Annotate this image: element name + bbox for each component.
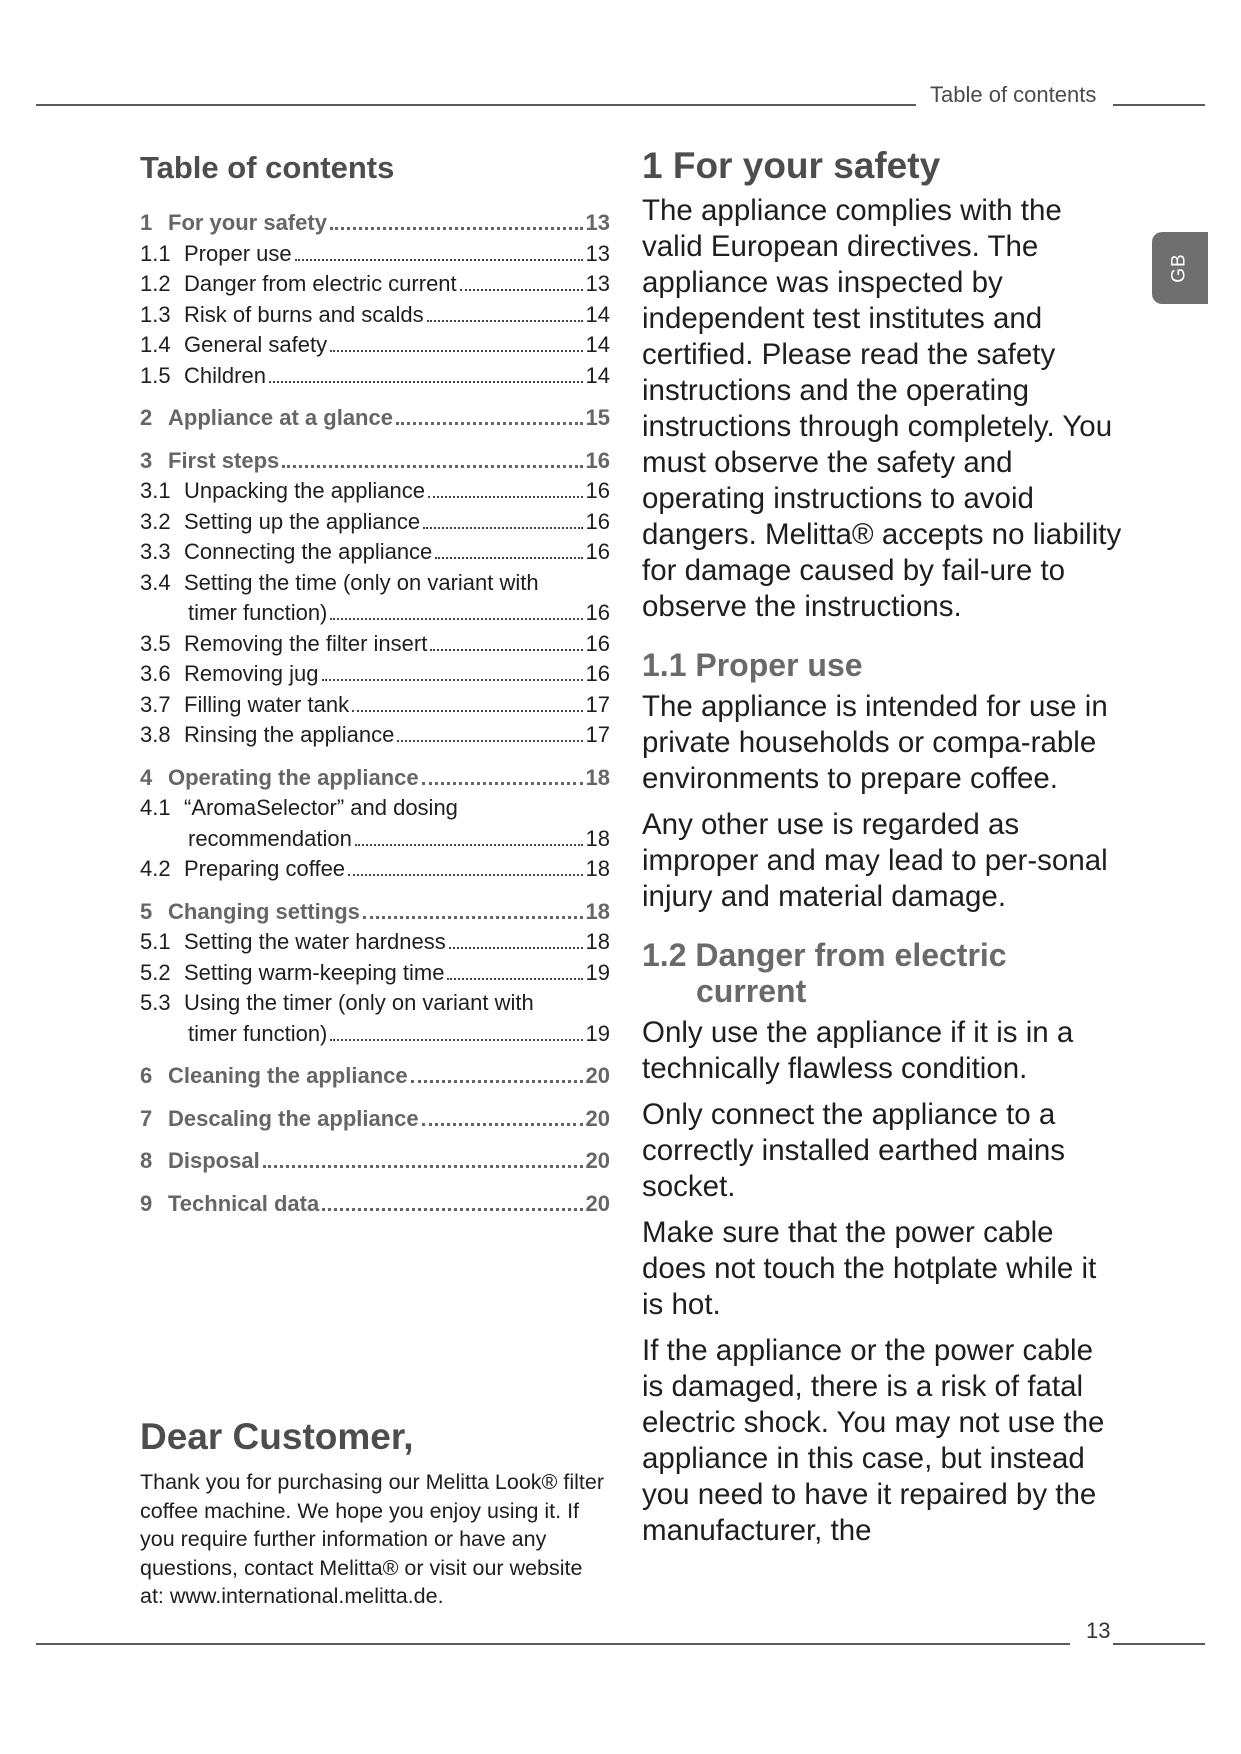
electric-danger-heading-line1: 1.2 Danger from electric [642,937,1007,973]
toc-leader [330,1039,582,1041]
toc-title-continued: timer function) [188,600,328,625]
toc-number: 4.1 [140,795,171,820]
footer-rule-left [36,1643,1070,1645]
toc-leader [430,649,582,651]
toc-number: 5.2 [140,959,171,985]
toc-entry[interactable] [140,476,610,507]
toc-entry[interactable] [140,854,610,885]
toc-leader [330,227,583,230]
safety-heading: 1 For your safety [642,145,941,186]
toc-entry[interactable] [140,1189,610,1220]
toc-leader [322,1208,582,1211]
toc-page: 18 [585,929,610,954]
toc-title: Removing jug [184,661,319,686]
toc-number: 7 [140,1105,153,1131]
toc-page: 14 [585,362,610,388]
toc-leader [322,679,583,681]
toc-entry[interactable] [140,568,610,629]
toc-entry[interactable] [140,269,610,300]
toc-page: 16 [585,478,610,503]
electric-danger-heading-line2: current [696,973,807,1009]
toc-entry[interactable] [140,208,610,239]
toc-entry[interactable] [140,403,610,434]
toc-page: 14 [585,332,610,357]
toc-page: 18 [585,898,610,924]
toc-leader [396,422,583,425]
toc-leader [330,618,582,620]
toc-number: 1 [140,210,153,235]
toc-heading: Table of contents [140,150,395,185]
page-number: 13 [1086,1618,1111,1643]
toc-number: 3.1 [140,478,171,503]
toc-leader [355,844,583,846]
toc-entry[interactable] [140,507,610,538]
toc-number: 1.3 [140,301,171,327]
toc-title: Removing the filter insert [184,630,428,656]
toc-number: 1.4 [140,332,171,357]
toc-entry[interactable] [140,720,610,751]
toc-leader [352,710,582,712]
toc-title: Preparing coffee [184,856,346,881]
toc-number: 1.2 [140,271,171,296]
toc-title: Danger from electric current [184,271,457,296]
toc-page: 16 [585,661,610,686]
toc-leader [423,527,582,529]
dear-customer-heading: Dear Customer, [140,1416,414,1457]
table-of-contents [140,150,610,1219]
toc-title: Connecting the appliance [184,539,433,564]
toc-leader [411,1080,583,1083]
toc-page: 18 [585,825,610,851]
toc-number: 5 [140,898,153,924]
toc-title: Changing settings [168,898,360,924]
toc-entry[interactable] [140,629,610,660]
toc-number: 3.7 [140,691,171,717]
toc-page: 13 [585,240,610,266]
toc-page: 20 [585,1190,610,1216]
toc-entry[interactable] [140,659,610,690]
toc-title: Proper use [184,240,292,266]
toc-title-continued: recommendation [188,825,352,851]
toc-title: General safety [184,332,328,357]
toc-page: 16 [585,630,610,656]
toc-title: Cleaning the appliance [168,1063,408,1088]
toc-page: 18 [585,764,610,790]
danger-text-1: Only use the appliance if it is in a technically flawless condition. [642,1016,1074,1085]
toc-page: 16 [585,539,610,564]
toc-entry[interactable] [140,330,610,361]
toc-page: 13 [585,271,610,296]
toc-title: Disposal [168,1148,260,1173]
toc-title: For your safety [168,210,327,235]
toc-entry[interactable] [140,897,610,928]
header-title: Table of contents [930,82,1097,107]
toc-title: Setting up the appliance [184,508,421,534]
toc-number: 3.3 [140,539,171,564]
toc-number: 9 [140,1190,153,1216]
toc-leader [295,259,583,261]
toc-entry[interactable] [140,1104,610,1135]
toc-leader [422,1123,583,1126]
header-rule-left [36,104,916,106]
danger-text-3: Make sure that the power cable does not touch the hotplate while it is hot. [642,1216,1097,1321]
toc-title-continued: timer function) [188,1020,328,1046]
toc-title: Setting warm-keeping time [184,959,445,985]
toc-entry[interactable] [140,1061,610,1092]
toc-page: 16 [585,600,610,625]
toc-entry[interactable] [140,690,610,721]
toc-page: 19 [585,1020,610,1046]
toc-entry[interactable] [140,763,610,794]
toc-page: 19 [585,959,610,985]
toc-entry[interactable] [140,239,610,270]
toc-title: Children [184,362,266,388]
toc-leader [397,740,582,742]
safety-section [642,145,1122,1549]
toc-entry[interactable] [140,1146,610,1177]
toc-page: 20 [585,1063,610,1088]
toc-title: Unpacking the appliance [184,478,425,503]
language-tab-label: GB [1168,253,1190,283]
toc-page: 14 [585,301,610,327]
improper-use-text: Any other use is regarded as improper and may lead to per-sonal injury and material damage. [642,808,1108,913]
language-tab[interactable] [1152,232,1208,304]
toc-entry[interactable] [140,300,610,331]
toc-page: 17 [585,722,610,747]
toc-title: Using the timer (only on variant with [184,990,534,1015]
toc-title: Appliance at a glance [168,405,393,430]
toc-title: Descaling the appliance [168,1105,419,1131]
toc-number: 4 [140,764,153,790]
toc-leader [348,874,582,876]
toc-entry[interactable] [140,446,610,477]
toc-title: Technical data [168,1190,320,1216]
toc-page: 18 [585,856,610,881]
toc-number: 1.1 [140,240,171,266]
dear-customer-text: Thank you for purchasing our Melitta Look® filter coffee machine. We hope you enjoy using it. If you require further information or have any questions, contact Melitta® or visit our website at: www.international.melitta.de. [140,1470,604,1608]
toc-leader [460,289,583,291]
toc-entry[interactable] [140,958,610,989]
toc-page: 20 [585,1148,610,1173]
toc-number: 5.1 [140,929,171,954]
toc-number: 3.5 [140,630,171,656]
toc-leader [422,782,583,785]
toc-title: Setting the water hardness [184,929,446,954]
electric-danger-heading [642,937,1122,1009]
toc-number: 4.2 [140,856,171,881]
toc-number: 2 [140,405,153,430]
toc-page: 16 [585,447,610,473]
header-rule-right [1113,104,1205,106]
toc-entry[interactable] [140,361,610,392]
toc-number: 3.6 [140,661,171,686]
toc-title: First steps [168,447,280,473]
toc-entry[interactable] [140,793,610,854]
toc-leader [330,350,582,352]
proper-use-heading: 1.1 Proper use [642,647,863,683]
toc-leader [447,978,582,980]
toc-leader [449,947,583,949]
toc-number: 5.3 [140,990,171,1015]
toc-leader [427,320,583,322]
proper-use-text: The appliance is intended for use in private households or compa-rable environments to prepare coffee. [642,690,1108,795]
toc-number: 3.4 [140,569,171,595]
toc-page: 20 [585,1105,610,1131]
toc-leader [363,916,583,919]
toc-number: 3.2 [140,508,171,534]
toc-title: Rinsing the appliance [184,722,395,747]
dear-customer-section [140,1416,610,1611]
toc-title: “AromaSelector” and dosing [184,795,458,820]
danger-text-2: Only connect the appliance to a correctly installed earthed mains socket. [642,1098,1066,1203]
toc-page: 13 [585,210,610,235]
toc-entry[interactable] [140,988,610,1049]
toc-leader [428,496,583,498]
toc-leader [282,465,582,468]
toc-entry[interactable] [140,927,610,958]
toc-title: Filling water tank [184,691,350,717]
toc-title: Risk of burns and scalds [184,301,424,327]
toc-leader [263,1165,583,1168]
danger-text-4: If the appliance or the power cable is damaged, there is a risk of fatal electric shock. You may not use the appliance in this case, but instead you need to have it repaired by the manufacturer, the [642,1334,1105,1547]
toc-leader [269,381,583,383]
toc-number: 1.5 [140,362,171,388]
toc-number: 3.8 [140,722,171,747]
toc-entry[interactable] [140,537,610,568]
safety-intro: The appliance complies with the valid European directives. The appliance was inspected by independent test institutes and certified. Please read the safety instructions and the operating instructions through completely. You must observe the safety and operating instructions to avoid dangers. Melitta® accepts no liability for damage caused by fail-ure to observe the instructions. [642,194,1122,623]
toc-page: 17 [585,691,610,717]
toc-number: 3 [140,447,153,473]
toc-title: Operating the appliance [168,764,419,790]
toc-title: Setting the time (only on variant with [184,569,539,595]
footer-rule-right [1113,1643,1205,1645]
toc-number: 6 [140,1063,153,1088]
toc-page: 15 [585,405,610,430]
toc-number: 8 [140,1148,153,1173]
toc-leader [435,557,582,559]
toc-page: 16 [585,508,610,534]
